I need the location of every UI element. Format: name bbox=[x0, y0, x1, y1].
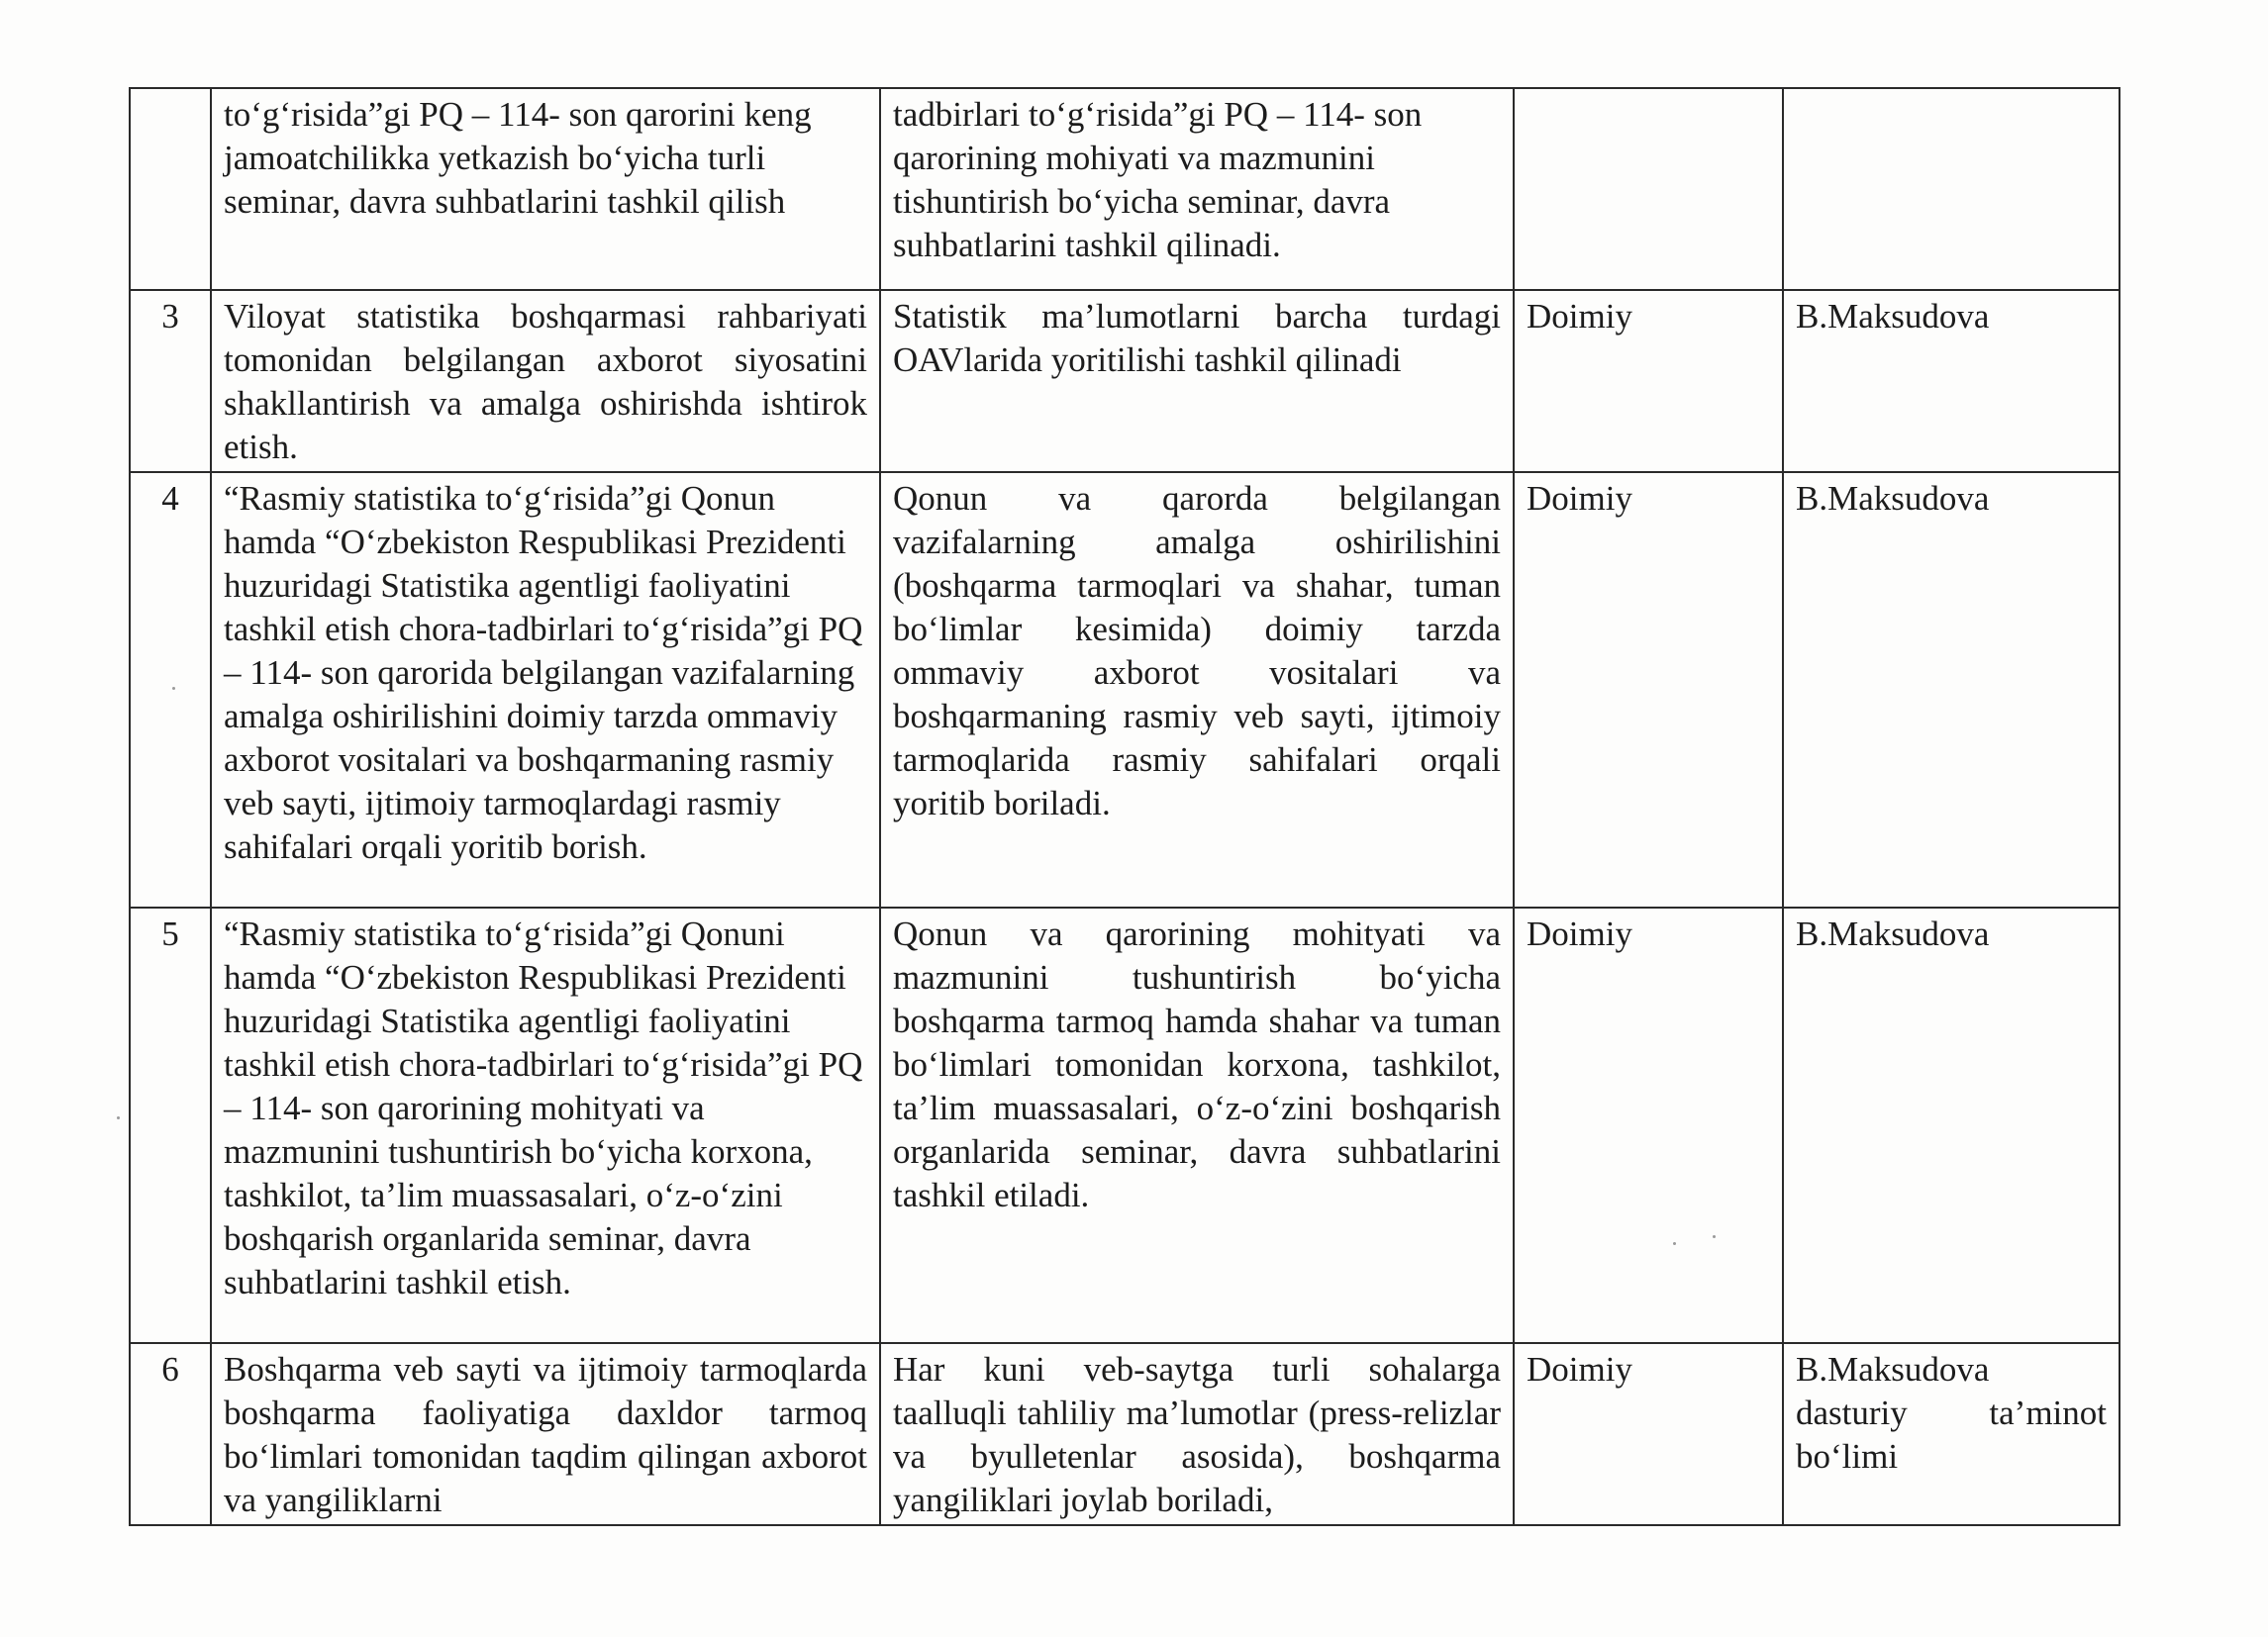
term-cell: Doimiy bbox=[1514, 1343, 1783, 1525]
term-cell bbox=[1514, 88, 1783, 290]
row-number-cell: 3 bbox=[130, 290, 211, 472]
responsible-cell bbox=[1783, 88, 2120, 290]
responsible-cell: B.Maksudova bbox=[1783, 908, 2120, 1343]
task-cell: to‘g‘risida”gi PQ – 114- son qarorini keng jamoatchilikka yetkazish bo‘yicha turli seminar, davra suhbatlarini tashkil qilish bbox=[211, 88, 880, 290]
result-cell: Statistik ma’lumotlarni barcha turdagi OAVlarida yoritilishi tashkil qilinadi bbox=[880, 290, 1514, 472]
responsible-cell: B.Maksudova dasturiy ta’minot bo‘limi bbox=[1783, 1343, 2120, 1525]
row-number-cell: 4 bbox=[130, 472, 211, 908]
result-cell: Har kuni veb-saytga turli sohalarga taalluqli tahliliy ma’lumotlar (press-relizlar va byulletenlar asosida), boshqarma yangiliklari joylab boriladi, bbox=[880, 1343, 1514, 1525]
row-number-cell bbox=[130, 88, 211, 290]
responsible-cell: B.Maksudova bbox=[1783, 472, 2120, 908]
table-row bbox=[130, 88, 2120, 290]
table-row bbox=[130, 908, 2120, 1343]
row-number-cell: 5 bbox=[130, 908, 211, 1343]
table-row bbox=[130, 290, 2120, 472]
responsible-cell: B.Maksudova bbox=[1783, 290, 2120, 472]
task-cell: Viloyat statistika boshqarmasi rahbariyati tomonidan belgilangan axborot siyosatini shakllantirish va amalga oshirishda ishtirok etish. bbox=[211, 290, 880, 472]
table-row bbox=[130, 472, 2120, 908]
term-cell: Doimiy bbox=[1514, 290, 1783, 472]
result-cell: Qonun va qarorda belgilangan vazifalarning amalga oshirilishini (boshqarma tarmoqlari va shahar, tuman bo‘limlar kesimida) doimiy tarzda ommaviy axborot vositalari va boshqarmaning rasmiy veb sayti, ijtimoiy tarmoqlarida rasmiy sahifalari orqali yoritib boriladi. bbox=[880, 472, 1514, 908]
result-cell: Qonun va qarorining mohityati va mazmunini tushuntirish bo‘yicha boshqarma tarmoq hamda shahar va tuman bo‘limlari tomonidan korxona, tashkilot, ta’lim muassasalari, o‘z-o‘zini boshqarish organlarida seminar, davra suhbatlarini tashkil etiladi. bbox=[880, 908, 1514, 1343]
task-cell: “Rasmiy statistika to‘g‘risida”gi Qonuni hamda “O‘zbekiston Respublikasi Prezidenti huzuridagi Statistika agentligi faoliyatini tashkil etish chora-tadbirlari to‘g‘risida”gi PQ – 114- son qarorining mohityati va mazmunini tushuntirish bo‘yicha korxona, tashkilot, ta’lim muassasalari, o‘z-o‘zini boshqarish organlarida seminar, davra suhbatlarini tashkil etish. bbox=[211, 908, 880, 1343]
task-cell: “Rasmiy statistika to‘g‘risida”gi Qonun hamda “O‘zbekiston Respublikasi Prezidenti huzuridagi Statistika agentligi faoliyatini tashkil etish chora-tadbirlari to‘g‘risida”gi PQ – 114- son qarorida belgilangan vazifalarning amalga oshirilishini doimiy tarzda ommaviy axborot vositalari va boshqarmaning rasmiy veb sayti, ijtimoiy tarmoqlardagi rasmiy sahifalari orqali yoritib borish. bbox=[211, 472, 880, 908]
scan-speck bbox=[117, 1116, 120, 1119]
term-cell: Doimiy bbox=[1514, 908, 1783, 1343]
row-number-cell: 6 bbox=[130, 1343, 211, 1525]
action-plan-table bbox=[129, 87, 2120, 1526]
table-row bbox=[130, 1343, 2120, 1525]
task-cell: Boshqarma veb sayti va ijtimoiy tarmoqlarda boshqarma faoliyatiga daxldor tarmoq bo‘limlari tomonidan taqdim qilingan axborot va yangiliklarni bbox=[211, 1343, 880, 1525]
term-cell: Doimiy bbox=[1514, 472, 1783, 908]
result-cell: tadbirlari to‘g‘risida”gi PQ – 114- son qarorining mohiyati va mazmunini tishuntirish bo‘yicha seminar, davra suhbatlarini tashkil qilinadi. bbox=[880, 88, 1514, 290]
